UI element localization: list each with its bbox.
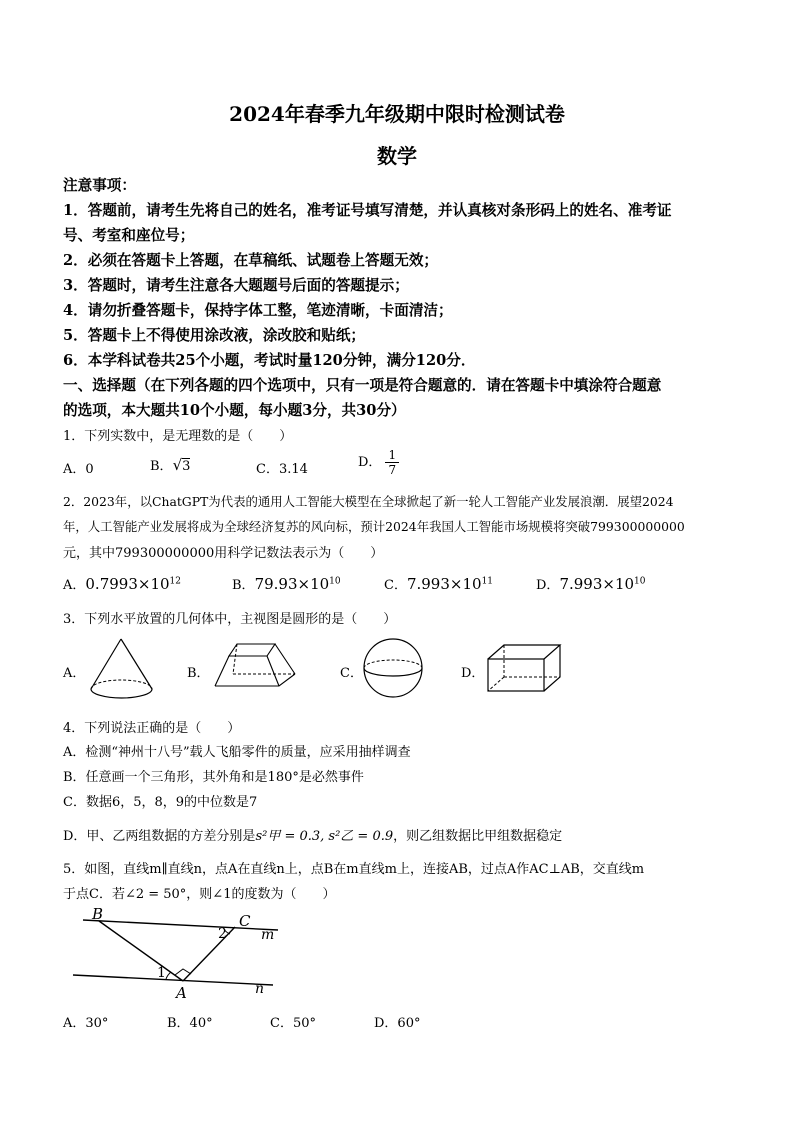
section-heading: 一、选择题（在下列各题的四个选项中，只有一项是符合题意的．请在答题卡中填涂符合题意 bbox=[63, 377, 662, 394]
q1-option-d: D． $\frac{1}{7}$ bbox=[358, 448, 399, 477]
q3-option-c-label: C． bbox=[340, 666, 363, 681]
notice-item: 3．答题时，请考生注意各大题题号后面的答题提示； bbox=[63, 277, 409, 294]
notice-item: 5．答题卡上不得使用涂改液，涂改胶和贴纸； bbox=[63, 327, 366, 344]
notice-item: 2．必须在答题卡上答题，在草稿纸、试题卷上答题无效； bbox=[63, 252, 439, 269]
point-b-label: B bbox=[92, 905, 104, 923]
cone-figure bbox=[88, 636, 158, 702]
point-a-label: A bbox=[176, 984, 187, 1002]
q5-option-b: B．40° bbox=[167, 1016, 213, 1031]
sphere-figure bbox=[363, 638, 425, 700]
q3-stem: 3．下列水平放置的几何体中，主视图是圆形的是（ ） bbox=[63, 612, 397, 627]
q2-line: 2．2023年，以ChatGPT为代表的通用人工智能大模型在全球掀起了新一轮人工智能产业发展浪潮．展望2024 bbox=[63, 494, 674, 509]
exam-subject: 数学 bbox=[377, 144, 417, 168]
notice-item: 1．答题前，请考生先将自己的姓名，准考证号填写清楚，并认真核对条形码上的姓名、准考证 bbox=[63, 202, 672, 219]
exam-title: 2024年春季九年级期中限时检测试卷 bbox=[229, 102, 565, 126]
notice-heading: 注意事项： bbox=[63, 177, 136, 194]
line-n-label: n bbox=[255, 981, 265, 997]
q5-option-d: D．60° bbox=[374, 1016, 421, 1031]
q2-line: 年，人工智能产业发展将成为全球经济复苏的风向标，预计2024年我国人工智能市场规模将突破799300000000 bbox=[63, 519, 685, 534]
q5-option-a: A．30° bbox=[63, 1016, 109, 1031]
frustum-figure bbox=[213, 642, 297, 706]
q3-option-a-label: A． bbox=[63, 666, 86, 681]
notice-item: 号、考室和座位号； bbox=[63, 227, 195, 244]
q4-option-b: B．任意画一个三角形，其外角和是180°是必然事件 bbox=[63, 770, 364, 785]
q1-option-a: A．0 bbox=[63, 462, 94, 477]
q1-option-c: C．3.14 bbox=[256, 462, 308, 477]
q2-option-c: C．$7.993\times 10^{11}$ bbox=[384, 575, 494, 593]
q4-stem: 4．下列说法正确的是（ ） bbox=[63, 721, 241, 736]
q1-stem: 1．下列实数中，是无理数的是（ ） bbox=[63, 429, 293, 444]
q3-option-b-label: B． bbox=[187, 666, 210, 681]
q2-option-b: B．$79.93\times 10^{10}$ bbox=[232, 575, 341, 593]
notice-item: 6．本学科试卷共25个小题，考试时量120分钟，满分120分． bbox=[63, 352, 476, 369]
angle-1-label: 1 bbox=[157, 965, 166, 981]
q4-option-c: C．数据6，5，8，9的中位数是7 bbox=[63, 795, 258, 810]
q5-option-c: C．50° bbox=[270, 1016, 316, 1031]
q1-option-b: B．√3 bbox=[150, 456, 191, 474]
cuboid-figure bbox=[486, 643, 562, 695]
q2-line: 元，其中799300000000用科学记数法表示为（ ） bbox=[63, 546, 384, 561]
q2-option-d: D．$7.993\times 10^{10}$ bbox=[536, 575, 646, 593]
q4-option-d: D．甲、乙两组数据的方差分别是s²甲 = 0.3, s²乙 = 0.9，则乙组数据比甲组数据稳定 bbox=[63, 829, 563, 844]
q5-line: 5．如图，直线m∥直线n，点A在直线n上，点B在m直线m上，连接AB，过点A作AC⊥AB，交直线m bbox=[63, 862, 645, 877]
q4-option-a: A．检测“神州十八号”载人飞船零件的质量，应采用抽样调查 bbox=[63, 745, 411, 760]
point-c-label: C bbox=[239, 912, 251, 930]
line-m-label: m bbox=[261, 927, 275, 943]
q3-option-d-label: D． bbox=[461, 666, 485, 681]
q5-line: 于点C．若∠2 = 50°，则∠1的度数为（ ） bbox=[63, 887, 336, 902]
q2-option-a: A．$0.7993\times 10^{12}$ bbox=[63, 575, 181, 593]
angle-2-label: 2 bbox=[218, 926, 227, 942]
section-heading-cont: 的选项，本大题共10个小题，每小题3分，共30分） bbox=[63, 402, 406, 419]
notice-item: 4．请勿折叠答题卡，保持字体工整，笔迹清晰，卡面清洁； bbox=[63, 302, 453, 319]
